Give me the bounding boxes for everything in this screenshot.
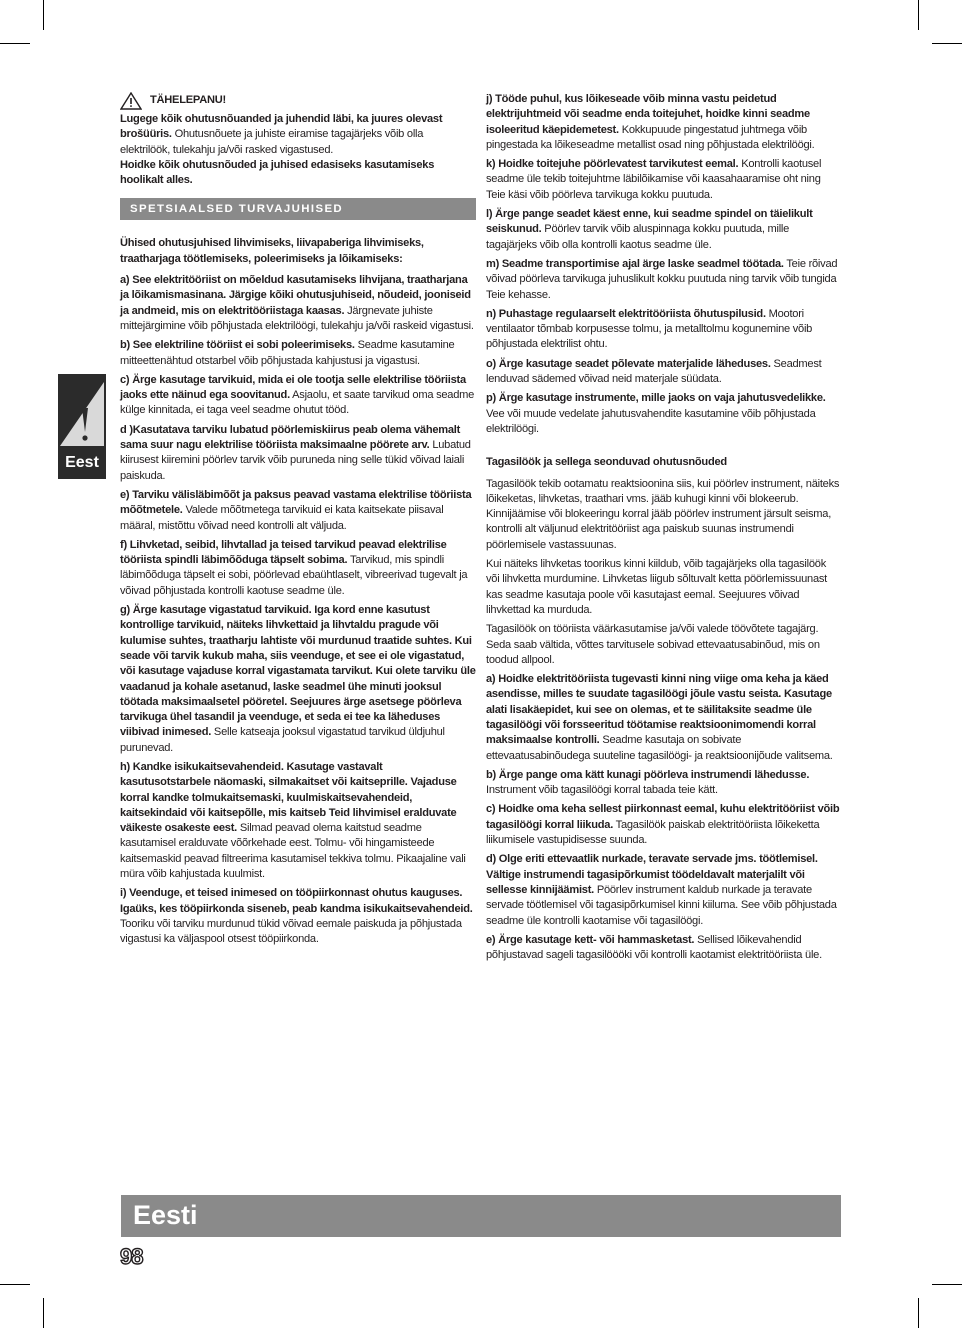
item-text: Tarvikud, mis spindli läbimõõduga täpselt ei sobi, pöörlevad ebaühtlaselt, vibreerivad tugevalt ja võivad põhjustada kontrolli kaotuse seadme üle. — [120, 554, 468, 597]
warning-bold-1: Lugege kõik ohutusnõuanded ja juhendid läbi, ka juures olevast brošüüris. — [120, 113, 443, 141]
safety-item — [486, 391, 840, 437]
footer-language-bar — [121, 1195, 841, 1237]
safety-item — [120, 760, 476, 882]
safety-item — [486, 92, 840, 153]
kickback-item — [486, 933, 840, 964]
item-title: e) Ärge kasutage kett- või hammasketast. — [486, 933, 695, 946]
item-title: h) Kandke isikukaitsevahendeid. Kasutage vastavalt kasutusotstarbele näomaski, silmakaitset või kaitseprille. Vajaduse korral kandke tolmukaitsemaski, kuulmiskaitsevahendeid, kaitsekindaid või kaitsepõlle, mis kaitseb Teid lihvimisel eralduvate väikeste osakeste eest. — [120, 760, 457, 835]
item-text: Teie rõivad võivad pöörleva tarvikuga juhuslikult kokku puutuda ning tarvik võib tungida Teie kehasse. — [486, 257, 838, 301]
item-title: f) Lihvketad, seibid, lihvtallad ja teised tarvikud peavad elektrilise tööriista spindli läbimõõduga täpselt sobima. — [120, 538, 447, 567]
warning-label: TÄHELEPANU! — [150, 94, 226, 107]
language-side-tab — [58, 374, 106, 479]
crop-mark — [932, 43, 962, 44]
crop-mark — [43, 1298, 44, 1328]
warning-text-1: Ohutusnõuete ja juhiste eiramise tagajärjeks võib olla elektrilöök, tulekahju ja/või rasked vigastused. — [120, 128, 424, 156]
safety-item — [120, 273, 476, 334]
item-title: g) Ärge kasutage vigastatud tarvikuid. Iga kord enne kasutust kontrollige tarvikuid, näiteks lihvkettaid ja lihvtaldu pragude või kulumise suhtes, traatharju lahtiste või murdunud traatide suhtes. Kui seade või tarvik kukub maha, siis veenduge, et see ei ole vigastatud, või kasutage vajaduse korral vigastamata tarvikut. Kui olete tarviku üle vaadanud ja kohale asetanud, laske seadmel ühe minuti jooksul töötada maksimaalsetel pööretel. Seejuures ärge asetsege pöörleva tarvikuga ühel tasandil ja veenduge, et seda ei tee ka läheduses viibivad inimesed. — [120, 604, 476, 739]
kickback-paragraph: Kui näiteks lihvketas toorikus kinni kiildub, võib tagajärjeks olla tagasilöök või lihvketta murdumine. Lihvketas liigub sõltuvalt ketta pöörlemissuunast kas seadme kasutaja poole või kasutajast eemal. Seejuures võivad lihvkettad ka murduda. — [486, 558, 827, 616]
item-text: Valede mõõtmetega tarvikuid ei kata kaitsekate piisaval määral, mistõttu võivad need kontrolli alt väljuda. — [120, 504, 444, 532]
side-tab-label: Eest — [65, 454, 99, 471]
item-text: Lubatud kiirusest kiiremini pöörlev tarvik võib puruneda ning selle tükid võivad laiali paiskuda. — [120, 439, 471, 482]
intro-text: Ühised ohutusjuhised lihvimiseks, liivapaberiga lihvimiseks, traatharjaga töötlemiseks, poleerimiseks ja lõikamiseks: — [120, 237, 424, 265]
safety-item — [120, 538, 476, 599]
crop-mark — [918, 1298, 919, 1328]
item-text: Järgnevate juhiste mittejärgimine võib põhjustada elektrilöögi, tulekahju ja/või raskeid vigastusi. — [120, 304, 474, 332]
kickback-heading: Tagasilöök ja sellega seonduvad ohutusnõuded — [486, 456, 727, 469]
item-title: b) Ärge pange oma kätt kunagi pöörleva instrumendi lähedusse. — [486, 768, 810, 781]
warning-bold-2: Hoidke kõik ohutusnõuded ja juhised edasiseks kasutamiseks hoolikalt alles. — [120, 158, 435, 187]
item-text: Selle katseaja jooksul vigastatud tarvikud üldjuhul purunevad. — [120, 726, 445, 754]
item-text: Asjaolu, et saate tarvikud oma seadme külge kinnitada, ei taga veel seadme ohutut tööd. — [120, 389, 475, 417]
warning-triangle-icon — [120, 92, 142, 110]
safety-item — [120, 603, 476, 756]
safety-item — [120, 488, 476, 534]
item-text: Mootori ventilaator tõmbab korpusesse tolmu, ja metalltolmu kogunemine võib põhjustada elektrilist ohtu. — [486, 307, 813, 351]
warning-header — [120, 92, 476, 110]
item-text: Seadme kasutamine mitteettenähtud otstarbel võib põhjustada kahjustusi ja vigastusi. — [120, 339, 455, 367]
item-text: Kokkupuude pingestatud juhtmega võib pingestada ka lõikeseadme metallist osad ning põhjustada elektrilöögi. — [486, 123, 815, 151]
safety-item — [486, 157, 840, 203]
item-title: p) Ärge kasutage instrumente, mille jaoks on vaja jahutusvedelikke. — [486, 392, 826, 405]
item-title: c) Ärge kasutage tarvikuid, mida ei ole tootja selle elektrilise tööriista jaoks ette näinud ega soovitanud. — [120, 373, 466, 402]
crop-mark — [43, 0, 44, 30]
kickback-item — [486, 672, 840, 764]
kickback-item — [486, 802, 840, 848]
safety-item — [120, 886, 476, 947]
safety-item — [120, 338, 476, 369]
item-title: c) Hoidke oma keha sellest piirkonnast eemal, kuhu elektritööriist võib tagasilöögi korral liikuda. — [486, 803, 840, 831]
safety-item — [486, 257, 840, 303]
warning-icon — [58, 374, 106, 454]
item-text: Tooriku või tarviku murdunud tükid võivad eemale paiskuda ja põhjustada vigastusi ka väljaspool otsest tööpiirkonda. — [120, 917, 462, 946]
item-text: Tagasilöök paiskab elektritööriista lõikeketta liikumisele vastupidisesse suunda. — [486, 818, 820, 847]
warning-block — [120, 92, 476, 188]
safety-item — [486, 307, 840, 353]
right-column — [486, 92, 840, 967]
item-title: n) Puhastage regulaarselt elektritööriista õhutuspilusid. — [486, 307, 766, 320]
crop-mark — [918, 0, 919, 30]
crop-mark — [932, 1284, 962, 1285]
item-title: k) Hoidke toitejuhe pöörlevatest tarvikutest eemal. — [486, 158, 739, 171]
item-text: Kontrolli kaotusel seadme üle tekib toitejuhtme läbilõikamise või kaasahaaramise oht ning Teie käsi võib pöörleva tarvikuga kokku puutuda. — [486, 158, 822, 201]
left-column — [120, 92, 476, 952]
item-title: a) Hoidke elektritööriista tugevasti kinni ning viige oma keha ja käed asendisse, milles te suudate tagasilöögi jõule vastu seista. Kasutage alati lisakäepidet, kui see on olemas, et te säilitaksite seadme üle tagasilöögi või forsseeritud töötamise reaktsioonimomendi korral maksimaalse kontrolli. — [486, 673, 832, 747]
footer-language-title: Eesti — [133, 1200, 198, 1230]
kickback-item — [486, 768, 840, 799]
item-title: d )Kasutatava tarviku lubatud pöörlemiskiirus peab olema vähemalt sama suur nagu elektrilise tööriista maksimaalne pöörete arv. — [120, 423, 461, 452]
kickback-paragraph: Tagasilöök tekib ootamatu reaktsioonina siis, kui pöörlev instrument, näiteks lõikeketas, lihvketas, traathari vms. jääb kuhugi kinni või blokeerub. Kinnijäämise või blokeeringu korral jääb pöörlev instrument järsult seisma, kontrolli alt väljunud elektritööriist aga paiskub suunas instrumendi pöörlemisele vastassuunas. — [486, 477, 840, 551]
item-title: d) Olge eriti ettevaatlik nurkade, teravate servade jms. töötlemisel. Vältige instrumendi tagasipõrkumist töödeldavalt materjalilt või sellesse kinnijäämist. — [486, 853, 818, 896]
kickback-item — [486, 852, 840, 928]
item-text: Pöörlev tarvik võib aluspinnaga kokku puutuda, mille tagajärjeks võib olla kontrolli kaotus seadme üle. — [486, 223, 790, 251]
section-heading-bar: SPETSIAALSED TURVAJUHISED — [120, 198, 476, 220]
item-title: i) Veenduge, et teised inimesed on tööpiirkonnast ohutus kauguses. Igaüks, kes tööpiirkonda siseneb, peab kandma isikukaitsevahendeid. — [120, 887, 473, 915]
item-title: b) See elektriline tööriist ei sobi poleerimiseks. — [120, 339, 355, 352]
crop-mark — [0, 1284, 30, 1285]
crop-mark — [0, 43, 30, 44]
item-title: l) Ärge pange seadet käest enne, kui seadme spindel on täielikult seiskunud. — [486, 208, 813, 236]
item-text: Pöörlev instrument kaldub nurkade ja teravate servade töötlemisel või tagasipõrkumisel kinni kiiluma. See võib põhjustada seadme üle kontrolli kaotamise või tagasilöögi. — [486, 883, 837, 927]
item-title: j) Tööde puhul, kus lõikeseade võib minna vastu peidetud elektrijuhtmeid või seadme enda toitejuhet, hoidke kinni seadme isoleeritud käepidemetest. — [486, 93, 810, 136]
page-number: 98 — [120, 1244, 143, 1269]
item-title: a) See elektritööriist on mõeldud kasutamiseks lihvijana, traatharjana ja lõikamismasinana. Järgige kõiki ohutusjuhiseid, nõudeid, jooniseid ja andmeid, mis on elektritööriistaga kaasas. — [120, 274, 471, 317]
safety-item — [486, 207, 840, 253]
item-title: e) Tarviku välisläbimõõt ja paksus peavad vastama elektrilise tööriista mõõtmetele. — [120, 488, 472, 517]
item-text: Instrument võib tagasilöögi korral tabada teie kätt. — [486, 784, 718, 797]
item-text: Silmad peavad olema kaitstud seadme kasutamisel eralduvate võõrkehade eest. Tolmu- või hingamisteede kaitsemaskid peavad filtreerima kasutamisel tekkiva tolmu. Pikaajaline vali müra võib kahjustada kuulmist. — [120, 822, 466, 881]
kickback-paragraph: Tagasilöök on tööriista väärkasutamise ja/või valede töövõtete tagajärg. Seda saab vältida, võttes tarvitusele sobivad ettevaatusabinõud, mis on toodud allpool. — [486, 623, 820, 666]
item-text: Vee või muude vedelate jahutusvahendite kasutamine võib põhjustada elektrilöögi. — [486, 407, 816, 435]
item-text: Seadme kasutaja on sobivate ettevaatusabinõudega suuteline tagasilöögi- ja reaktsioonijõude valitsema. — [486, 734, 833, 762]
item-title: m) Seadme transportimise ajal ärge laske seadmel töötada. — [486, 257, 784, 270]
item-text: Sellised lõikevahendid põhjustavad sageli tagasilöööki või kontrolli kaotamist elektritööriista üle. — [486, 933, 822, 962]
item-text: Seadmest lenduvad sädemed võivad neid materjale süüdata. — [486, 357, 822, 386]
safety-item — [120, 423, 476, 484]
item-title: o) Ärge kasutage seadet põlevate materjalide läheduses. — [486, 357, 771, 370]
safety-item — [486, 357, 840, 388]
safety-item — [120, 373, 476, 419]
